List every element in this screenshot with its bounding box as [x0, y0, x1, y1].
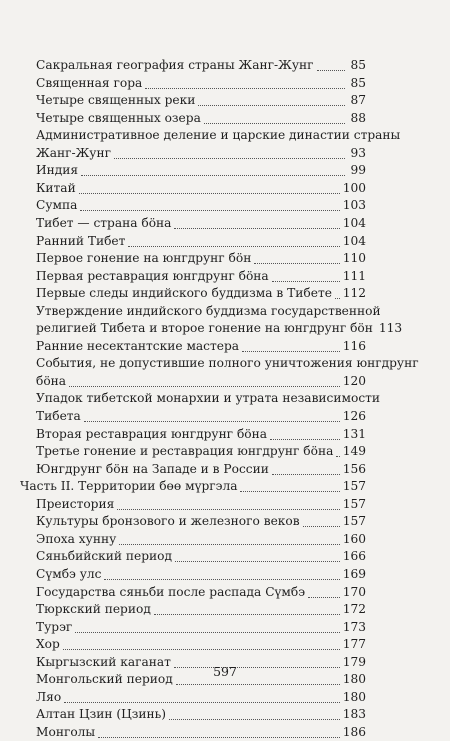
toc-entry[interactable]: [36, 724, 366, 741]
toc-entry[interactable]: [36, 162, 366, 179]
toc-entry-title: Четыре священных озера: [36, 110, 201, 125]
dot-leader: [63, 649, 340, 650]
toc-entry-page-number: 186: [342, 724, 366, 739]
toc-entry-title: Тюркский период: [36, 602, 151, 617]
toc-entry-title: Сяньбийский период: [36, 549, 173, 564]
dot-leader: [64, 702, 340, 703]
page-number: 597: [213, 664, 237, 679]
toc-entry-page-number: 156: [342, 461, 366, 476]
toc-entry-page-number: 87: [350, 93, 366, 108]
toc-entry-page-number: 157: [342, 479, 366, 494]
toc-entry-page-number: 179: [342, 654, 366, 669]
toc-entry-page-number: 166: [342, 549, 366, 564]
toc-entry-title: Первые следы индийского буддизма в Тибете: [36, 286, 332, 301]
toc-entry[interactable]: [36, 426, 366, 443]
toc-entry[interactable]: [36, 197, 366, 214]
toc-entry[interactable]: [36, 268, 366, 285]
toc-entry[interactable]: [36, 145, 366, 162]
toc-entry[interactable]: [36, 250, 366, 267]
dot-leader: [308, 597, 340, 598]
toc-entry-first-line: События, не допустившие полного уничтожения юнгдрунг: [36, 356, 419, 371]
toc-entry[interactable]: [36, 75, 366, 92]
dot-leader: [270, 439, 340, 440]
dot-leader: [98, 737, 340, 738]
toc-entry-title: Тибет — страна бöна: [36, 215, 172, 230]
toc-entry-page-number: 120: [342, 373, 366, 388]
toc-entry[interactable]: [36, 461, 366, 478]
toc-entry-title: Первое гонение на юнгдрунг бöн: [36, 251, 252, 266]
dot-leader: [272, 281, 340, 282]
toc-entry[interactable]: [36, 601, 366, 618]
toc-entry-title: Сумпа: [36, 198, 78, 213]
toc-entry-page-number: 170: [342, 584, 366, 599]
toc-entry-page-number: 113: [378, 321, 403, 336]
toc-entry-title: Тибета: [36, 409, 81, 423]
toc-entry-title: Третье гонение и реставрация юнгдрунг бöна: [36, 444, 334, 459]
dot-leader: [204, 123, 345, 124]
toc-entry[interactable]: [36, 706, 366, 723]
toc-entry[interactable]: [36, 215, 366, 232]
dot-leader: [174, 228, 339, 229]
toc-entry[interactable]: [36, 373, 366, 390]
dot-leader: [154, 614, 340, 615]
dot-leader: [79, 193, 340, 194]
dot-leader: [335, 298, 340, 299]
toc-entry-title: Сакральная география страны Жанг-Жунг: [36, 58, 314, 72]
toc-entry-page-number: 112: [342, 286, 366, 301]
toc-entry-first-line: Утверждение индийского буддизма государственной: [36, 303, 381, 318]
toc-entry-page-number: 111: [342, 268, 366, 283]
toc-entry-first-line: Административное деление и царские династии страны: [36, 128, 401, 143]
dot-leader: [114, 158, 345, 159]
toc-entry-title: Первая реставрация юнгдрунг бöна: [36, 268, 269, 283]
dot-leader: [336, 456, 339, 457]
toc-entry[interactable]: [36, 110, 366, 127]
toc-entry-title: Монголы: [36, 724, 96, 739]
toc-entry-title: Вторая реставрация юнгдрунг бöна: [36, 426, 268, 441]
toc-entry-page-number: 104: [342, 215, 366, 230]
toc-entry-title: Индия: [36, 163, 79, 178]
toc-entry-title: Преистория: [36, 496, 115, 511]
toc-entry[interactable]: [36, 584, 366, 601]
toc-entry[interactable]: [36, 285, 366, 302]
toc-entry-title: бöна: [36, 373, 67, 388]
toc-entry-title: Священная гора: [36, 75, 143, 90]
toc-entry[interactable]: [36, 233, 366, 250]
dot-leader: [80, 210, 339, 211]
toc-entry[interactable]: [36, 92, 366, 109]
toc-entry-page-number: 104: [342, 233, 366, 248]
toc-entry[interactable]: [36, 496, 366, 513]
toc-entry-page-number: 172: [342, 602, 366, 617]
toc-entry-title: религией Тибета и второе гонение на юнгдрунг бöн: [36, 321, 373, 336]
toc-entry[interactable]: [36, 689, 366, 706]
dot-leader: [84, 421, 340, 422]
toc-entry-page-number: 131: [342, 426, 366, 441]
toc-entry-page-number: 126: [342, 409, 366, 423]
dot-leader: [104, 579, 339, 580]
toc-entry-title: Алтан Цзин (Цзинь): [36, 707, 167, 722]
toc-entry-page-number: 116: [342, 338, 366, 353]
toc-entry[interactable]: [36, 180, 366, 197]
toc-entry-title: Четыре священных реки: [36, 93, 196, 108]
toc-entry[interactable]: [36, 636, 366, 653]
toc-entry-title: Государства сяньби после распада Сүмбэ: [36, 584, 306, 599]
toc-entry-title: Кыргызский каганат: [36, 654, 171, 669]
toc-entry-page-number: 93: [350, 145, 366, 160]
toc-entry-title: Жанг-Жунг: [36, 145, 111, 160]
toc-entry-page-number: 180: [342, 672, 366, 687]
toc-entry-page-number: 157: [342, 496, 366, 511]
toc-entry-title: Юнгдрунг бöн на Западе и в России: [36, 461, 269, 476]
toc-entry[interactable]: [36, 531, 366, 548]
toc-entry-page-number: 160: [342, 531, 366, 546]
toc-entry-title: Часть II. Территории бөө мүргэла: [20, 479, 238, 494]
toc-entry[interactable]: [36, 338, 366, 355]
dot-leader: [119, 544, 339, 545]
toc-entry-page-number: 85: [350, 75, 366, 90]
toc-entry[interactable]: [36, 566, 366, 583]
dot-leader: [117, 509, 339, 510]
dot-leader: [75, 632, 339, 633]
toc-entry[interactable]: [36, 443, 366, 460]
toc-entry-title: Хор: [36, 637, 60, 652]
toc-entry-page-number: 173: [342, 619, 366, 634]
toc-entry-page-number: 103: [342, 198, 366, 213]
toc-entry-title: Ляо: [36, 689, 62, 704]
dot-leader: [128, 246, 339, 247]
toc-entry-page-number: 88: [350, 110, 366, 125]
dot-leader: [254, 263, 339, 264]
toc-entry-page-number: 85: [350, 58, 366, 72]
toc-entry-title: Культуры бронзового и железного веков: [36, 514, 300, 529]
toc-entry-page-number: 169: [342, 566, 366, 581]
toc-entry-first-line: Упадок тибетской монархии и утрата независимости: [36, 391, 381, 406]
toc-entry-page-number: 110: [342, 251, 366, 266]
toc-entry[interactable]: [36, 548, 366, 565]
toc-entry-title: Турэг: [36, 619, 73, 634]
dot-leader: [169, 719, 340, 720]
toc-entry-title: Ранний Тибет: [36, 233, 126, 248]
toc-entry-page-number: 100: [342, 180, 366, 195]
toc-entry-title: Ранние несектантские мастера: [36, 338, 240, 353]
toc-entry-page-number: 99: [350, 163, 366, 178]
toc-entry-page-number: 180: [342, 689, 366, 704]
toc-entry-title: Китай: [36, 180, 76, 195]
dot-leader: [272, 474, 340, 475]
toc-entry-title: Эпоха хунну: [36, 531, 117, 546]
toc-entry-page-number: 149: [342, 444, 366, 459]
toc-entry-page-number: 157: [342, 514, 366, 529]
dot-leader: [175, 561, 340, 562]
toc-entry-page-number: 183: [342, 707, 366, 722]
dot-leader: [145, 88, 345, 89]
dot-leader: [198, 105, 345, 106]
toc-entry[interactable]: [36, 619, 366, 636]
toc-entry[interactable]: [36, 320, 403, 337]
toc-entry[interactable]: [36, 57, 366, 74]
toc-entry-title: Сүмбэ улс: [36, 566, 102, 581]
toc-part-heading[interactable]: [20, 478, 366, 495]
dot-leader: [176, 684, 340, 685]
toc-entry[interactable]: [36, 513, 366, 530]
dot-leader: [240, 491, 339, 492]
toc-entry-page-number: 177: [342, 637, 366, 652]
dot-leader: [242, 351, 340, 352]
dot-leader: [81, 175, 345, 176]
toc-entry[interactable]: [36, 408, 366, 425]
dot-leader: [303, 526, 340, 527]
dot-leader: [69, 386, 340, 387]
toc-entry-title: Монгольский период: [36, 672, 173, 687]
dot-leader: [317, 70, 345, 71]
